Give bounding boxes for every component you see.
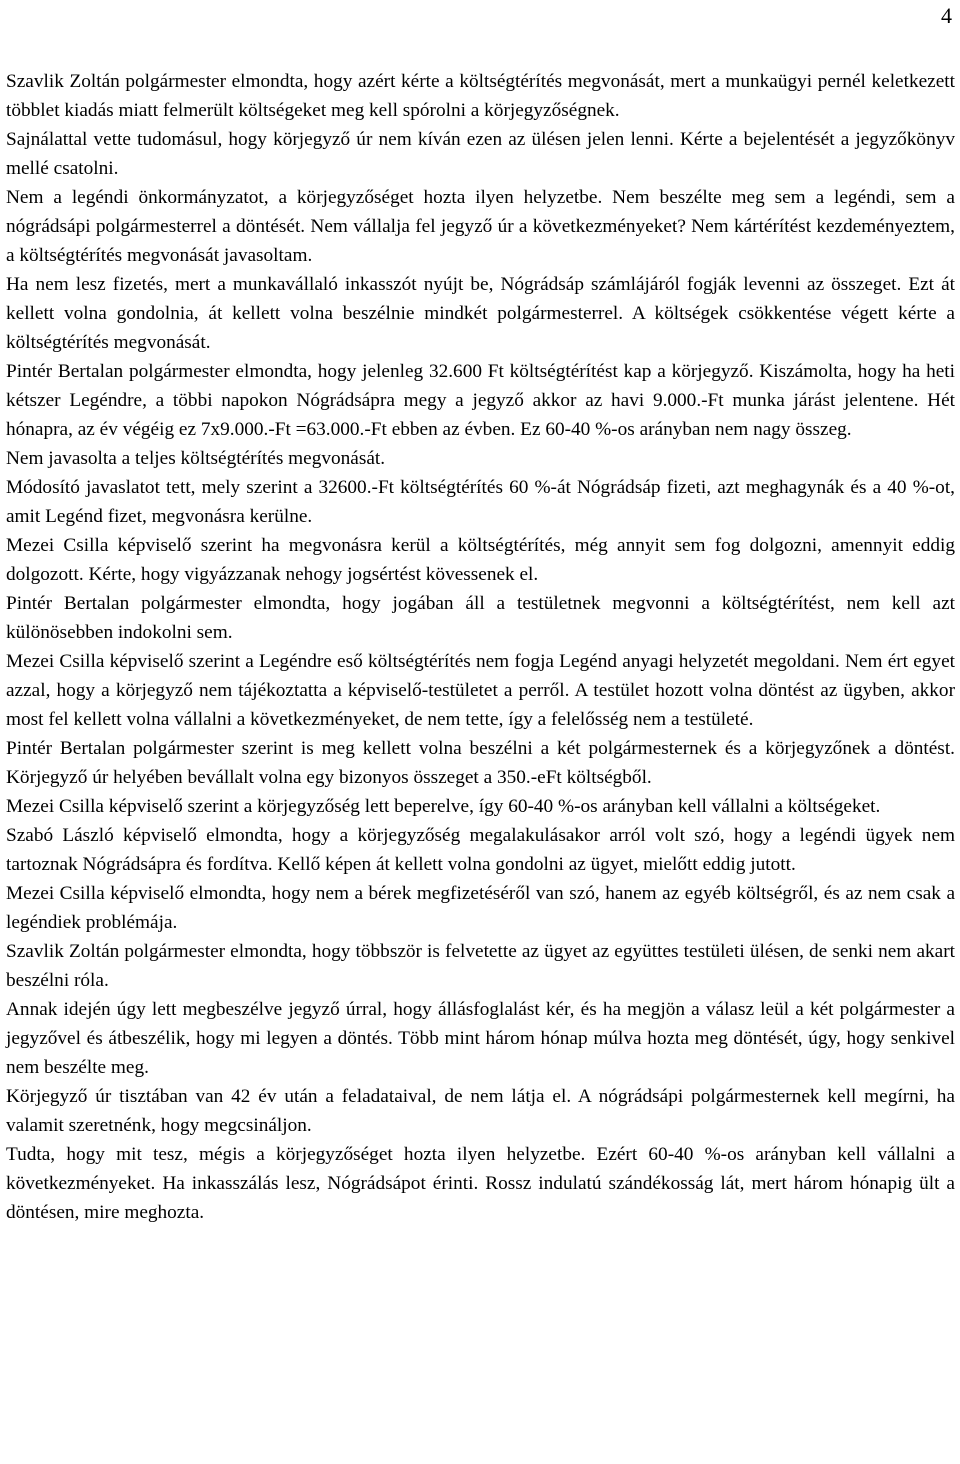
paragraph: Sajnálattal vette tudomásul, hogy körjegyző úr nem kíván ezen az ülésen jelen lenni. Kérte a bejelentését a jegyzőkönyv mellé csatolni.	[6, 129, 955, 179]
paragraph: Körjegyző úr tisztában van 42 év után a feladataival, de nem látja el. A nógrádsápi polgármesternek kell megírni, ha valamit szeretnénk, hogy megcsináljon.	[6, 1086, 955, 1136]
paragraph: Annak idején úgy lett megbeszélve jegyző úrral, hogy állásfoglalást kér, és ha megjön a válasz leül a két polgármester a jegyzővel és átbeszélik, hogy mi legyen a döntés. Több mint három hónap múlva hozta meg döntését, úgy, hogy senkivel nem beszélte meg.	[6, 999, 955, 1078]
paragraph: Pintér Bertalan polgármester szerint is meg kellett volna beszélni a két polgármesternek és a körjegyzőnek a döntést. Körjegyző úr helyében bevállalt volna egy bizonyos összeget a 350.-eFt költségből.	[6, 738, 955, 788]
paragraph: Szavlik Zoltán polgármester elmondta, hogy többször is felvetette az ügyet az együttes testületi ülésen, de senki nem akart beszélni róla.	[6, 941, 955, 991]
paragraph: Tudta, hogy mit tesz, mégis a körjegyzőséget hozta ilyen helyzetbe. Ezért 60-40 %-os arányban kell vállalni a következményeket. Ha inkasszálás lesz, Nógrádsápot érinti. Rossz indulatú szándékosság lát, mert három hónapig ült a döntésen, mire meghozta.	[6, 1144, 955, 1223]
body-text	[6, 67, 955, 1227]
page-number: 4	[941, 3, 952, 28]
paragraph: Mezei Csilla képviselő szerint ha megvonásra kerül a költségtérítés, még annyit sem fog dolgozni, amennyit eddig dolgozott. Kérte, hogy vigyázzanak nehogy jogsértést kövessenek el.	[6, 535, 955, 585]
paragraph: Nem a legéndi önkormányzatot, a körjegyzőséget hozta ilyen helyzetbe. Nem beszélte meg sem a legéndi, sem a nógrádsápi polgármesterrel a döntését. Nem vállalja fel jegyző úr a következményeket? Nem kártérítést kezdeményeztem, a költségtérítés megvonását javasoltam.	[6, 187, 955, 266]
paragraph: Pintér Bertalan polgármester elmondta, hogy jelenleg 32.600 Ft költségtérítést kap a körjegyző. Kiszámolta, hogy ha heti kétszer Legéndre, a többi napokon Nógrádsápra megy a jegyző akkor az havi 9.000.-Ft munka járást jelentene. Hét hónapra, az év végéig ez 7x9.000.-Ft =63.000.-Ft ebben az évben. Ez 60-40 %-os arányban nem nagy összeg.	[6, 361, 955, 440]
paragraph: Pintér Bertalan polgármester elmondta, hogy jogában áll a testületnek megvonni a költségtérítést, nem kell azt különösebben indokolni sem.	[6, 593, 955, 643]
paragraph: Nem javasolta a teljes költségtérítés megvonását.	[6, 448, 386, 469]
paragraph: Szavlik Zoltán polgármester elmondta, hogy azért kérte a költségtérítés megvonását, mert a munkaügyi pernél keletkezett többlet kiadás miatt felmerült költségeket meg kell spórolni a körjegyzőségnek.	[6, 71, 955, 121]
paragraph: Mezei Csilla képviselő szerint a Legéndre eső költségtérítés nem fogja Legénd anyagi helyzetét megoldani. Nem ért egyet azzal, hogy a körjegyző nem tájékoztatta a képviselő-testületet a perről. A testület hozott volna döntést az ügyben, akkor most fel kellett volna vállalni a következményeket, de nem tette, így a felelősség nem a testületé.	[6, 651, 955, 730]
paragraph: Mezei Csilla képviselő elmondta, hogy nem a bérek megfizetéséről van szó, hanem az egyéb költségről, és az nem csak a legéndiek problémája.	[6, 883, 955, 933]
paragraph: Mezei Csilla képviselő szerint a körjegyzőség lett beperelve, így 60-40 %-os arányban kell vállalni a költségeket.	[6, 796, 881, 817]
paragraph: Szabó László képviselő elmondta, hogy a körjegyzőség megalakulásakor arról volt szó, hogy a legéndi ügyek nem tartoznak Nógrádsápra és fordítva. Kellő képen át kellett volna gondolni az ügyet, mielőtt eddig jutott.	[6, 825, 955, 875]
paragraph: Ha nem lesz fizetés, mert a munkavállaló inkasszót nyújt be, Nógrádsáp számlájáról fogják levenni az összeget. Ezt át kellett volna gondolnia, át kellett volna beszélnie mindkét polgármesterrel. A költségek csökkentése végett kérte a költségtérítés megvonását.	[6, 274, 955, 353]
paragraph: Módosító javaslatot tett, mely szerint a 32600.-Ft költségtérítés 60 %-át Nógrádsáp fizeti, azt meghagynák és a 40 %-ot, amit Legénd fizet, megvonásra kerülne.	[6, 477, 955, 527]
